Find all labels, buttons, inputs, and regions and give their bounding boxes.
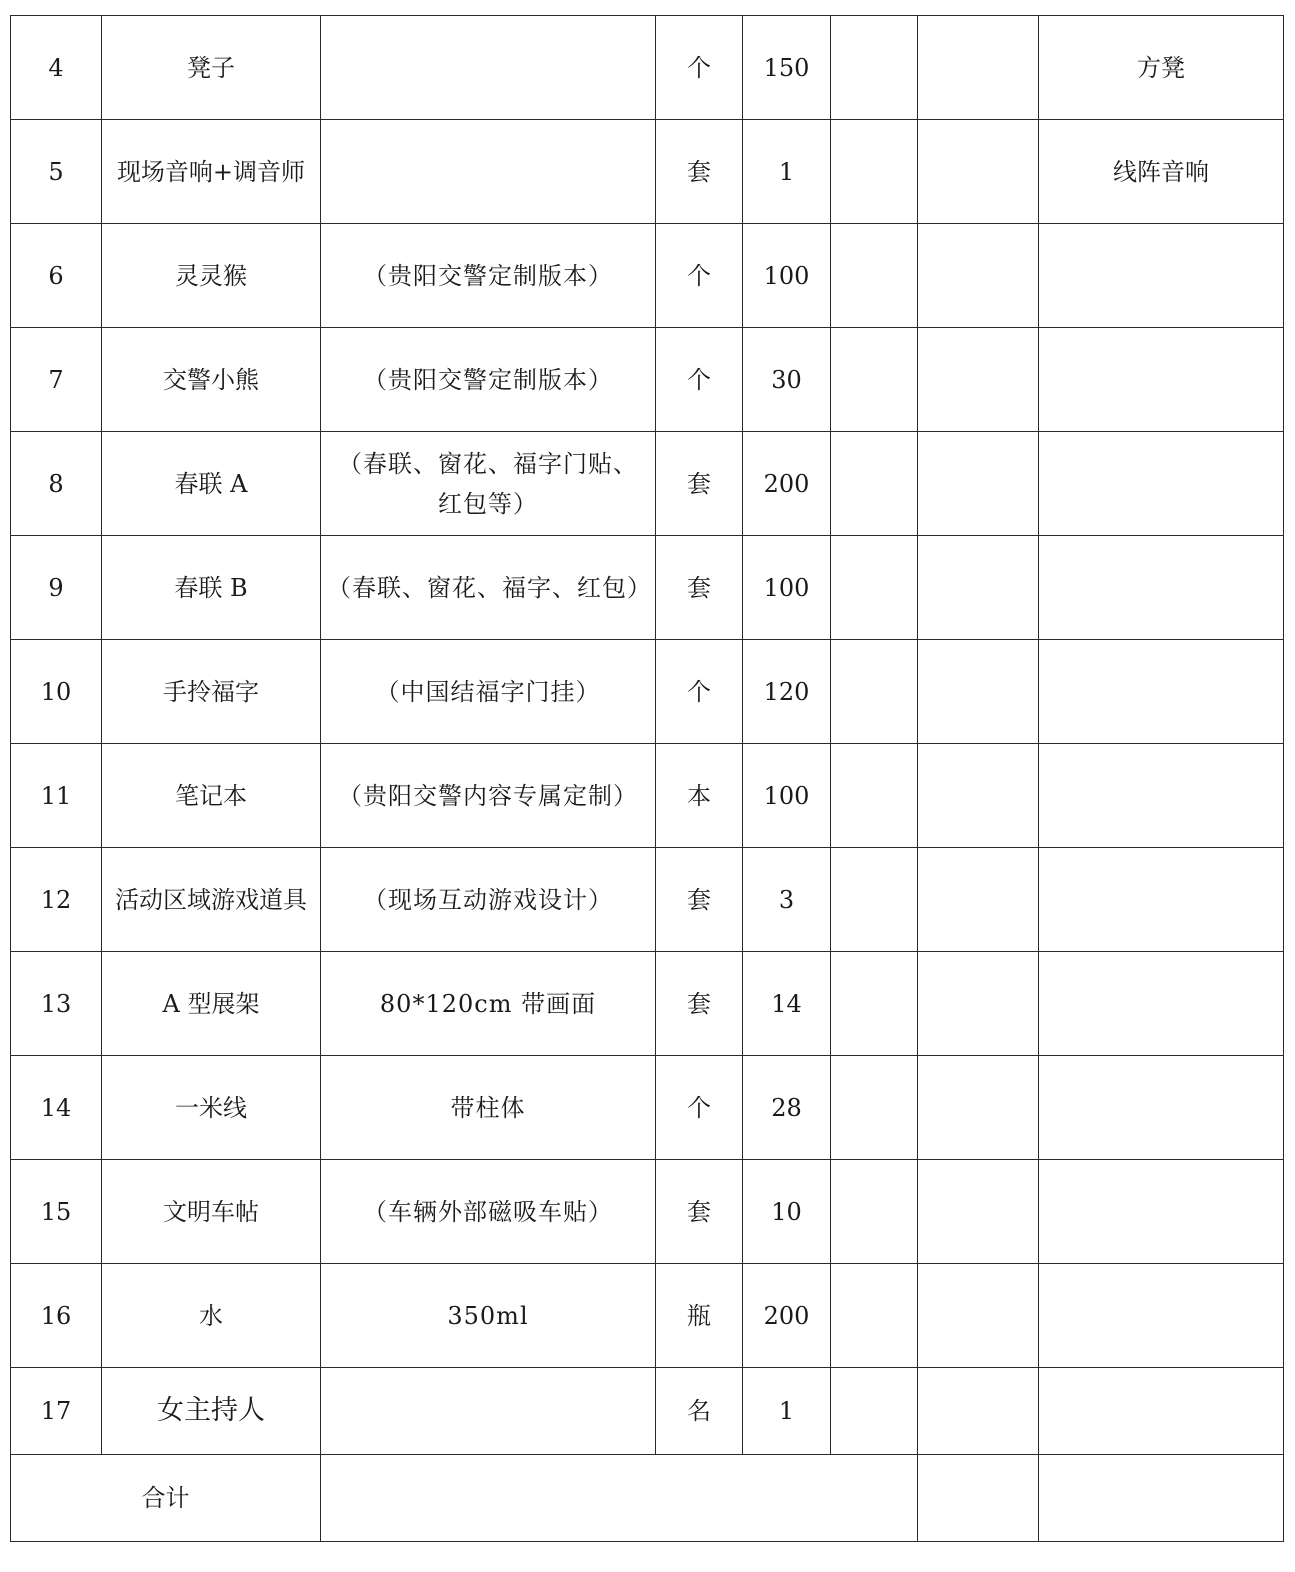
- item-spec: （车辆外部磁吸车贴）: [321, 1160, 656, 1264]
- item-spec: [321, 16, 656, 120]
- item-unit: 套: [656, 952, 743, 1056]
- item-amount: [918, 1056, 1039, 1160]
- item-number: 9: [11, 536, 102, 640]
- item-quantity: 120: [743, 640, 831, 744]
- total-label: 合计: [11, 1455, 321, 1542]
- item-unit: 个: [656, 1056, 743, 1160]
- item-unit: 名: [656, 1368, 743, 1455]
- item-spec: （贵阳交警定制版本）: [321, 224, 656, 328]
- quotation-table: [10, 15, 1284, 1542]
- item-number: 6: [11, 224, 102, 328]
- item-name: 现场音响+调音师: [102, 120, 321, 224]
- item-amount: [918, 1160, 1039, 1264]
- item-amount: [918, 120, 1039, 224]
- item-number: 12: [11, 848, 102, 952]
- item-name: A 型展架: [102, 952, 321, 1056]
- item-quantity: 100: [743, 224, 831, 328]
- item-quantity: 3: [743, 848, 831, 952]
- item-number: 15: [11, 1160, 102, 1264]
- item-spec: （春联、窗花、福字门贴、红包等）: [321, 432, 656, 536]
- table-row: [11, 640, 1284, 744]
- item-spec: （中国结福字门挂）: [321, 640, 656, 744]
- item-remark: 方凳: [1039, 16, 1284, 120]
- item-unit-price: [831, 1264, 918, 1368]
- item-unit: 个: [656, 224, 743, 328]
- item-number: 14: [11, 1056, 102, 1160]
- item-remark: [1039, 1056, 1284, 1160]
- item-name: 凳子: [102, 16, 321, 120]
- item-amount: [918, 432, 1039, 536]
- item-unit: 套: [656, 432, 743, 536]
- item-unit: 个: [656, 328, 743, 432]
- item-amount: [918, 16, 1039, 120]
- item-remark: [1039, 432, 1284, 536]
- item-unit: 套: [656, 848, 743, 952]
- item-unit-price: [831, 16, 918, 120]
- item-spec: （贵阳交警定制版本）: [321, 328, 656, 432]
- item-name: 春联 A: [102, 432, 321, 536]
- item-amount: [918, 1368, 1039, 1455]
- item-amount: [918, 952, 1039, 1056]
- item-quantity: 100: [743, 744, 831, 848]
- item-amount: [918, 744, 1039, 848]
- item-unit-price: [831, 640, 918, 744]
- item-unit-price: [831, 1056, 918, 1160]
- item-remark: [1039, 1264, 1284, 1368]
- table-row: [11, 224, 1284, 328]
- item-amount: [918, 328, 1039, 432]
- item-unit: 本: [656, 744, 743, 848]
- table-row: [11, 744, 1284, 848]
- item-remark: [1039, 1368, 1284, 1455]
- item-name: 手拎福字: [102, 640, 321, 744]
- table-row: [11, 1368, 1284, 1455]
- item-remark: [1039, 640, 1284, 744]
- total-amount-cell: [321, 1455, 918, 1542]
- item-remark: [1039, 1160, 1284, 1264]
- item-amount: [918, 224, 1039, 328]
- item-quantity: 30: [743, 328, 831, 432]
- item-remark: [1039, 952, 1284, 1056]
- item-quantity: 28: [743, 1056, 831, 1160]
- item-unit-price: [831, 328, 918, 432]
- total-extra-cell: [918, 1455, 1039, 1542]
- table-row: [11, 848, 1284, 952]
- item-unit: 个: [656, 640, 743, 744]
- item-name: 一米线: [102, 1056, 321, 1160]
- item-spec: [321, 120, 656, 224]
- item-quantity: 200: [743, 432, 831, 536]
- item-name: 交警小熊: [102, 328, 321, 432]
- item-spec: （现场互动游戏设计）: [321, 848, 656, 952]
- total-row: [11, 1455, 1284, 1542]
- item-name: 女主持人: [102, 1368, 321, 1455]
- item-number: 8: [11, 432, 102, 536]
- table-row: [11, 1264, 1284, 1368]
- item-remark: [1039, 536, 1284, 640]
- item-remark: [1039, 848, 1284, 952]
- item-name: 文明车帖: [102, 1160, 321, 1264]
- item-number: 7: [11, 328, 102, 432]
- item-unit-price: [831, 744, 918, 848]
- item-name: 春联 B: [102, 536, 321, 640]
- item-unit-price: [831, 120, 918, 224]
- item-number: 17: [11, 1368, 102, 1455]
- table-row: [11, 16, 1284, 120]
- item-spec: （贵阳交警内容专属定制）: [321, 744, 656, 848]
- item-unit-price: [831, 224, 918, 328]
- item-name: 水: [102, 1264, 321, 1368]
- item-quantity: 1: [743, 1368, 831, 1455]
- item-name: 活动区域游戏道具: [102, 848, 321, 952]
- table-body: [11, 16, 1284, 1455]
- item-name: 笔记本: [102, 744, 321, 848]
- item-spec: 350ml: [321, 1264, 656, 1368]
- item-unit-price: [831, 1160, 918, 1264]
- item-quantity: 1: [743, 120, 831, 224]
- item-quantity: 200: [743, 1264, 831, 1368]
- item-remark: 线阵音响: [1039, 120, 1284, 224]
- item-quantity: 100: [743, 536, 831, 640]
- item-remark: [1039, 328, 1284, 432]
- item-name: 灵灵猴: [102, 224, 321, 328]
- item-spec: [321, 1368, 656, 1455]
- item-unit-price: [831, 536, 918, 640]
- item-number: 16: [11, 1264, 102, 1368]
- table-row: [11, 120, 1284, 224]
- table-row: [11, 328, 1284, 432]
- item-unit-price: [831, 952, 918, 1056]
- item-number: 5: [11, 120, 102, 224]
- item-remark: [1039, 224, 1284, 328]
- item-unit-price: [831, 1368, 918, 1455]
- item-unit: 瓶: [656, 1264, 743, 1368]
- item-unit-price: [831, 432, 918, 536]
- table-row: [11, 1056, 1284, 1160]
- item-unit: 个: [656, 16, 743, 120]
- item-quantity: 150: [743, 16, 831, 120]
- item-number: 10: [11, 640, 102, 744]
- table-row: [11, 432, 1284, 536]
- total-remark-cell: [1039, 1455, 1284, 1542]
- item-number: 4: [11, 16, 102, 120]
- table-row: [11, 536, 1284, 640]
- item-quantity: 14: [743, 952, 831, 1056]
- table-row: [11, 952, 1284, 1056]
- item-quantity: 10: [743, 1160, 831, 1264]
- item-amount: [918, 536, 1039, 640]
- item-amount: [918, 1264, 1039, 1368]
- item-spec: 带柱体: [321, 1056, 656, 1160]
- item-number: 13: [11, 952, 102, 1056]
- item-amount: [918, 640, 1039, 744]
- item-unit-price: [831, 848, 918, 952]
- item-unit: 套: [656, 536, 743, 640]
- item-number: 11: [11, 744, 102, 848]
- item-amount: [918, 848, 1039, 952]
- item-unit: 套: [656, 120, 743, 224]
- item-remark: [1039, 744, 1284, 848]
- item-spec: （春联、窗花、福字、红包）: [321, 536, 656, 640]
- item-unit: 套: [656, 1160, 743, 1264]
- table-row: [11, 1160, 1284, 1264]
- item-spec: 80*120cm 带画面: [321, 952, 656, 1056]
